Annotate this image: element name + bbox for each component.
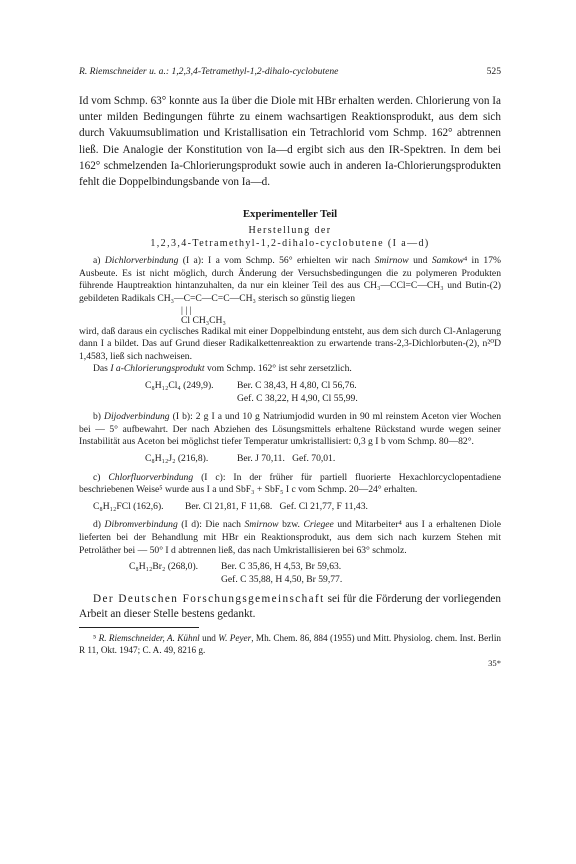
author-smirnow-d: Smirnow xyxy=(244,519,279,531)
footnote-text: , Mh. Chem. 86, 884 (1955) und Mitt. Physiolog. chem. Inst. Berlin R 11, Okt. 1947; C. A. 49, 8216 g. xyxy=(79,633,502,656)
gef-d: Gef. C 35,88, H 4,50, Br 59,77. xyxy=(221,573,343,585)
chem-bonds: | | | xyxy=(181,304,192,316)
text-a-2: und xyxy=(408,255,432,267)
label-b: b) xyxy=(93,411,105,423)
running-header xyxy=(79,66,501,77)
author-smirnow: Smirnow xyxy=(374,255,409,267)
compound-name-c: Chlorfluorverbindung xyxy=(108,471,194,483)
ber-b: Ber. J 70,11. xyxy=(237,452,285,464)
product-name-a: I a-Chlorierungsprodukt xyxy=(110,363,205,375)
footnote-mark: ⁵ xyxy=(93,633,99,644)
analysis-b xyxy=(145,453,501,466)
paragraph-a xyxy=(79,255,501,305)
text-d-3: und Mitarbeiter⁴ aus I a erhaltenen Diole lieferten bei der Behandlung mit HBr ein Reaktionsprodukt, aus dem sich nach kurzem Stehen mit Petroläther bei — 50° I d abtrennen ließ, das nach Umkristallisieren bei 63° schmolz. xyxy=(79,519,501,556)
text-a-5a: Das xyxy=(93,363,111,375)
footnote-divider xyxy=(79,627,199,628)
paragraph-b xyxy=(79,411,501,449)
chem-structure xyxy=(93,306,501,326)
formula-d: C₈H₁₂Br₂ (268,0). xyxy=(129,561,199,573)
text-b: (I b): 2 g I a und 10 g Natriumjodid wurden in 90 ml reinstem Aceton vier Wochen bei — 5° aufbewahrt. Der nach Abziehen des Lösungsmittels erhaltene Rückstand wurde wegen seiner Instabilität aus Aceton bei möglichst tiefer Temperatur umkristallisiert: 0,3 g I b vom Schmp. 80—82°. xyxy=(79,411,502,448)
label-a: a) xyxy=(93,255,105,267)
text-c: (I c): In der früher für partiell fluorierte Hexachlorcyclopentadiene beschriebenen Weise⁵ wurde aus I a und SbF₃ + SbF₅ I c vom Schmp. 20—24° erhalten. xyxy=(79,471,501,496)
compound-name-d: Dibromverbindung xyxy=(104,519,178,531)
page-number: 525 xyxy=(486,66,501,77)
text-d-2: bzw. xyxy=(278,519,304,531)
analysis-a xyxy=(145,380,501,405)
footnote-5 xyxy=(79,632,501,656)
chem-substituents: Cl CH₃CH₃ xyxy=(181,314,226,326)
paragraph-d xyxy=(79,519,501,557)
page xyxy=(79,66,501,668)
ber-d: Ber. C 35,86, H 4,53, Br 59,63. xyxy=(221,561,342,573)
analysis-c xyxy=(93,501,501,514)
ber-a: Ber. C 38,43, H 4,80, Cl 56,76. xyxy=(237,379,357,391)
gef-a: Gef. C 38,22, H 4,90, Cl 55,99. xyxy=(237,392,358,404)
author-samkow: Samkow xyxy=(431,255,464,267)
subheading-line-2: 1,2,3,4-Tetramethyl-1,2-dihalo-cyclobutene (I a—d) xyxy=(150,238,430,250)
ber-c: Ber. Cl 21,81, F 11,68. xyxy=(185,500,273,512)
text-a-5c: vom Schmp. 162° ist sehr zersetzlich. xyxy=(204,363,352,375)
values-c xyxy=(185,501,501,514)
values-b xyxy=(237,453,501,466)
footnote-author-peyer: W. Peyer xyxy=(218,633,252,644)
text-a-3: ⁴ in 17% Ausbeute. Es ist nicht möglich, durch Änderung der Versuchsbedingungen die zu polymeren Produkten führende Hauptreaktion hintanzuhalten, da nur ein kleiner Teil des aus CH₃—CCl=C—CH₃ und Butin-(2) gebildeten Radikals CH₃—C=C—C=C—CH₃ sterisch so günstig liegen xyxy=(79,255,501,304)
subheading-line-1: Herstellung der xyxy=(248,225,332,237)
gef-b: Gef. 70,01. xyxy=(292,452,336,464)
compound-name-a: Dichlorverbindung xyxy=(104,255,179,267)
text-a-1: (I a): I a vom Schmp. 56° erhielten wir nach xyxy=(178,255,375,267)
gef-c: Gef. Cl 21,77, F 11,43. xyxy=(279,500,368,512)
paragraph-a-cont: wird, daß daraus ein cyclisches Radikal mit einer Doppelbindung entsteht, aus dem sich durch Cl-Anlagerung dann I a bildet. Das auf Grund dieser Radikalkettenreaktion zu erwartende trans-2,3-Dichlorbuten-(2), n²⁰D 1,4583, ließ sich nachweisen. xyxy=(79,325,501,362)
analysis-d xyxy=(129,561,501,586)
sheet-mark: 35* xyxy=(488,658,501,669)
formula-b: C₈H₁₂J₂ (216,8). xyxy=(145,452,209,464)
label-c: c) xyxy=(93,471,109,483)
ack-text: sei für die Förderung der vorliegenden Arbeit an dieser Stelle bestens gedankt. xyxy=(79,593,501,621)
text-d-1: (I d): Die nach xyxy=(177,519,245,531)
running-title: R. Riemschneider u. a.: 1,2,3,4-Tetramethyl-1,2-dihalo-cyclobutene xyxy=(79,66,339,77)
footnote-authors: R. Riemschneider, A. Kühnl xyxy=(98,633,200,644)
footnote-and: und xyxy=(199,633,219,644)
paragraph-c xyxy=(79,472,501,497)
formula-a: C₈H₁₂Cl₄ (249,9). xyxy=(145,379,214,391)
ack-funder: Der Deutschen Forschungsgemeinschaft xyxy=(93,593,325,606)
intro-paragraph: Id vom Schmp. 63° konnte aus Ia über die Diole mit HBr erhalten werden. Chlorierung von Ia unter milden Bedingungen führte zu einem wachsartigen Reaktionsprodukt, aus dem sich durch Vakuumsublimation und Kristallisation ein Tetrachlorid vom Schmp. 162° abtrennen ließ. Die Analogie der Konstitution von Ia—d ergibt sich aus den IR-Spektren. In dem bei 162° schmelzenden Ia-Chlorierungsprodukt sowie auch in anderen Ia-Chlorierungsprodukten fehlt die Doppelbindungsbande von Ia—d. xyxy=(79,95,501,189)
formula-c: C₈H₁₂FCl (162,6). xyxy=(93,500,164,512)
label-d: d) xyxy=(93,519,105,531)
author-criegee: Criegee xyxy=(303,519,334,531)
compound-name-b: Dijodverbindung xyxy=(104,411,170,423)
paragraph-a-product xyxy=(79,363,501,376)
acknowledgement xyxy=(79,592,501,622)
section-heading: Experimenteller Teil xyxy=(242,208,338,221)
